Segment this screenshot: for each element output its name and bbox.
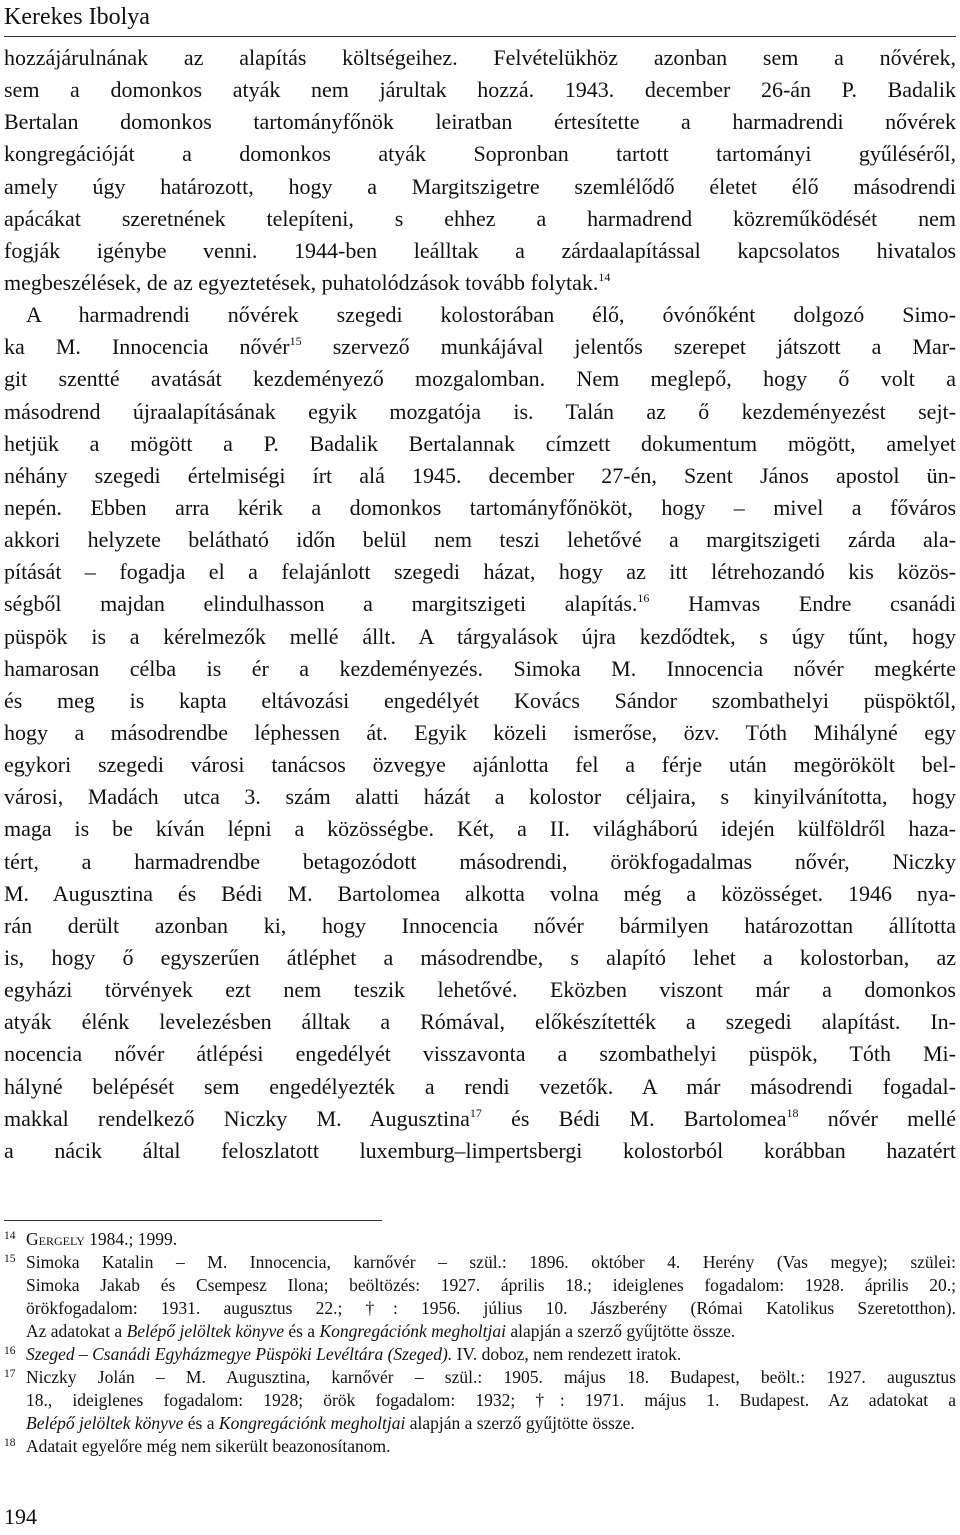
footnote-14 xyxy=(4,1228,956,1251)
text-line: nocencia nővér átlépési engedélyét visszavonta a szombathelyi püspök, Tóth Mi- xyxy=(4,1041,956,1067)
text-line: hamarosan célba is ér a kezdeményezés. Simoka M. Innocencia nővér megkérte xyxy=(4,655,956,681)
text-line: atyák élénk levelezésben álltak a Rómával, előkészítették a szegedi alapítást. In- xyxy=(4,1009,956,1035)
text-line xyxy=(4,267,956,299)
footnote-text: IV. doboz, nem rendezett iratok. xyxy=(452,1344,682,1364)
text-line: fogják igénybe venni. 1944-ben leálltak a zárdaalapítással kapcsolatos hivatalos xyxy=(4,237,956,263)
footnote-text: és a xyxy=(183,1413,219,1433)
text-line: amely úgy határozott, hogy a Margitszigetre szemlélődő életet élő másodrendi xyxy=(4,173,956,199)
footnotes xyxy=(4,1228,956,1458)
footnote-18 xyxy=(4,1435,956,1458)
footnote-text: 1984.; 1999. xyxy=(84,1229,178,1249)
footnote-15 xyxy=(4,1251,956,1274)
footnote-text: alapján a szerző gyűjtötte össze. xyxy=(405,1413,635,1433)
footnote-number: 15 xyxy=(4,1253,16,1265)
text-line: pítását – fogadja el a felajánlott szegedi házat, hogy az itt létrehozandó kis közös- xyxy=(4,559,956,585)
text-line: és meg is kapta eltávozási engedélyét Kovács Sándor szombathelyi püspöktől, xyxy=(4,687,956,713)
footnote-line xyxy=(4,1320,956,1343)
text-line: git szentté avatását kezdeményező mozgalomban. Nem meglepő, hogy ő volt a xyxy=(4,366,956,392)
footnote-text: Adatait egyelőre még nem sikerült beazonosítanom. xyxy=(26,1436,391,1456)
text-line: rán derült azonban ki, hogy Innocencia nővér bármilyen határozottan állította xyxy=(4,912,956,938)
text-line: nepén. Ebben arra kérik a domonkos tartományfőnököt, hogy – mivel a főváros xyxy=(4,494,956,520)
footnote-text: Niczky Jolán – M. Augusztina, karnővér – szül.: 1905. május 18. Budapest, beölt.: 1927. augusztus xyxy=(26,1367,956,1387)
text-line xyxy=(4,331,956,363)
text-span: ka M. Innocencia nővér xyxy=(4,334,290,360)
footnote-line: örökfogadalom: 1931. augusztus 22.; †: 1956. július 10. Jászberény (Római Katolikus Szeretotthon). xyxy=(26,1298,956,1318)
footnote-author: Gergely xyxy=(26,1229,85,1249)
text-line: akkori helyzete belátható időn belül nem teszi lehetővé a margitszigeti zárda ala- xyxy=(4,527,956,553)
text-line: tért, a harmadrendbe betagozódott másodrendi, örökfogadalmas nővér, Niczky xyxy=(4,848,956,874)
footnote-separator xyxy=(4,1220,382,1221)
text-line: maga is be kíván lépni a közösségbe. Két, a II. világháború idején külföldről haza- xyxy=(4,816,956,842)
text-line: egyházi törvények ezt nem teszik lehetővé. Eközben viszont már a domonkos xyxy=(4,977,956,1003)
text-line: városi, Madách utca 3. szám alatti házát a kolostor céljaira, s kinyilvánította, hogy xyxy=(4,784,956,810)
footnote-line: 18., ideiglenes fogadalom: 1928; örök fogadalom: 1932; †: 1971. május 1. Budapest. Az adatokat a xyxy=(26,1390,956,1410)
text-line: egykori szegedi városi tanácsos özvegye ajánlotta fel a férje után megörökölt bel- xyxy=(4,752,956,778)
page-number: 194 xyxy=(4,1504,37,1529)
running-head: Kerekes Ibolya xyxy=(4,4,150,30)
footnote-text: alapján a szerző gyűjtötte össze. xyxy=(505,1321,736,1341)
footnote-ref[interactable]: 14 xyxy=(598,269,611,284)
text-line: M. Augusztina és Bédi M. Bartolomea alkotta volna még a közösséget. 1946 nya- xyxy=(4,880,956,906)
text-line: Bertalan domonkos tartományfőnök leiratban értesítette a harmadrendi nővérek xyxy=(4,109,956,135)
footnote-16 xyxy=(4,1343,956,1366)
text-line: sem a domonkos atyák nem járultak hozzá. 1943. december 26-án P. Badalik xyxy=(4,77,956,103)
footnote-text: Simoka Katalin – M. Innocencia, karnővér – szül.: 1896. október 4. Herény (Vas megye); szülei: xyxy=(26,1252,956,1272)
text-line xyxy=(4,1103,956,1135)
text-line: apácákat szeretnének telepíteni, s ehhez a harmadrend közreműködését nem xyxy=(4,205,956,231)
footnote-line: Simoka Jakab és Csempesz Ilona; beöltözés: 1927. április 18.; ideiglenes fogadalom: 1928. április 20.; xyxy=(26,1275,956,1295)
body-text xyxy=(4,42,956,1167)
footnote-17 xyxy=(4,1366,956,1389)
footnote-text: Az adatokat a xyxy=(26,1321,127,1341)
footnote-ref[interactable]: 17 xyxy=(469,1105,482,1120)
footnote-number: 17 xyxy=(4,1368,16,1380)
text-line: néhány szegedi értelmiségi írt alá 1945. december 27-én, Szent János apostol ün- xyxy=(4,462,956,488)
text-line: hetjük a mögött a P. Badalik Bertalannak címzett dokumentum mögött, amelyet xyxy=(4,430,956,456)
text-line: a nácik által feloszlatott luxemburg–limpertsbergi kolostorból korábban hazatért xyxy=(4,1137,956,1163)
footnote-text: és a xyxy=(283,1321,320,1341)
footnote-number: 14 xyxy=(4,1230,16,1242)
text-span: Hamvas Endre csanádi xyxy=(649,591,956,617)
text-span: megbeszélések, de az egyeztetések, puhatolódzások tovább folytak. xyxy=(4,269,599,295)
text-line: hogy a másodrendbe léphessen át. Egyik közeli ismerőse, özv. Tóth Mihályné egy xyxy=(4,719,956,745)
archive-title: Szeged – Csanádi Egyházmegye Püspöki Levéltára (Szeged). xyxy=(26,1344,453,1364)
text-line xyxy=(4,588,956,620)
paragraph-first-line: A harmadrendi nővérek szegedi kolostorában élő, óvónőként dolgozó Simo- xyxy=(26,302,956,328)
book-title: Belépő jelöltek könyve xyxy=(26,1413,184,1433)
text-line: is, hogy ő egyszerűen átléphet a másodrendbe, s alapító lehet a kolostorban, az xyxy=(4,944,956,970)
footnote-ref[interactable]: 15 xyxy=(289,334,302,349)
footnote-number: 18 xyxy=(4,1437,16,1449)
text-line: püspök is a kérelmezők mellé állt. A tárgyalások újra kezdődtek, s úgy tűnt, hogy xyxy=(4,623,956,649)
text-span: és Bédi M. Bartolomea xyxy=(481,1105,787,1131)
footnote-ref[interactable]: 16 xyxy=(637,591,650,606)
text-span: nővér mellé xyxy=(798,1105,956,1131)
book-title: Kongregációnk megholtjai xyxy=(319,1321,506,1341)
book-title: Belépő jelöltek könyve xyxy=(126,1321,284,1341)
text-line: hozzájárulnának az alapítás költségeihez. Felvételükhöz azonban sem a nővérek, xyxy=(4,45,956,70)
text-span: makkal rendelkező Niczky M. Augusztina xyxy=(4,1105,470,1131)
header-rule xyxy=(4,36,956,37)
text-line: hályné belépését sem engedélyezték a rendi vezetők. A már másodrendi fogadal- xyxy=(4,1073,956,1099)
text-span: ségből majdan elindulhasson a margitszigeti alapítás. xyxy=(4,591,638,617)
book-title: Kongregációnk megholtjai xyxy=(218,1413,406,1433)
footnote-number: 16 xyxy=(4,1345,16,1357)
text-line: kongregációját a domonkos atyák Sopronban tartott tartományi gyűléséről, xyxy=(4,141,956,167)
footnote-ref[interactable]: 18 xyxy=(786,1105,799,1120)
text-span: szervező munkájával jelentős szerepet játszott a Mar- xyxy=(301,334,957,360)
footnote-line xyxy=(4,1412,956,1435)
text-line: másodrend újraalapításának egyik mozgatója is. Talán az ő kezdeményezést sejt- xyxy=(4,398,956,424)
